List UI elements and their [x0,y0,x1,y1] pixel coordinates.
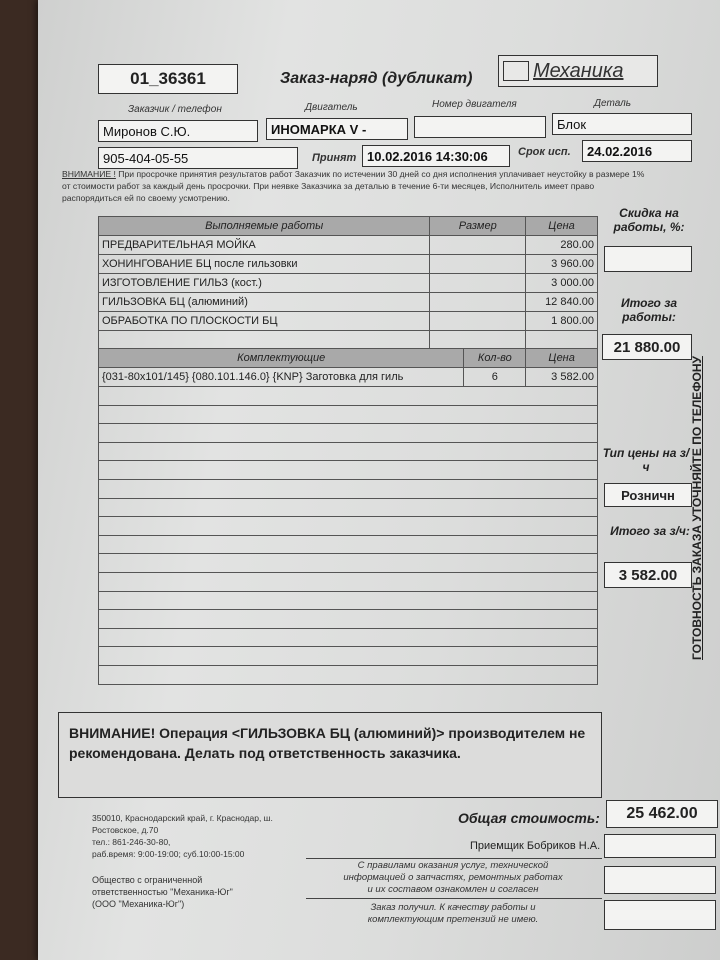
work-name: ХОНИНГОВАНИЕ БЦ после гильзовки [99,255,430,274]
engine-number-field [414,116,546,138]
parts-header-price: Цена [526,349,598,368]
accepted-value: 10.02.2016 14:30:06 [367,149,488,164]
agreement-signature-box [604,866,716,894]
part-name: {031-80x101/145} {080.101.146.0} {KNP} Заготовка для гиль [99,368,464,387]
logo-icon [503,61,529,81]
agreement-line-rule [306,898,602,899]
total-field [606,800,718,828]
work-size [430,293,526,312]
price-type-value: Розничн [621,487,675,503]
work-size [430,255,526,274]
address-line: раб.время: 9:00-19:00; суб.10:00-15:00 [92,849,245,859]
part-value: Блок [557,117,587,132]
deadline-value: 24.02.2016 [587,144,653,159]
work-size [430,312,526,331]
warning-body: При просрочке принятия результатов работ Заказчик по истечении 30 дней со дня исполнения уплачивает неустойку в размере 1% от стоимости работ за каждый день просрочки. При неявке Заказчика за деталью в течение 6-ти месяцев, Исполнитель имеет право распорядиться ей по своему усмотрению. [62,169,645,203]
total-label: Общая стоимость: [458,810,600,826]
works-total-value: 21 880.00 [613,338,681,356]
total-value: 25 462.00 [626,805,698,822]
parts-header-qty: Кол-во [464,349,526,368]
order-number-box [98,64,238,94]
discount-label: Скидка на работы, %: [613,206,685,234]
phone-value: 905-404-05-55 [103,151,189,166]
parts-total-field [604,562,692,588]
address-line: Ростовское, д.70 [92,825,159,835]
price-type-field [604,483,692,507]
deadline-field [582,140,692,162]
table-row [99,255,598,274]
part-label: Деталь [594,98,632,109]
customer-field [98,120,258,142]
warning-text [62,168,652,204]
work-price: 3 000.00 [526,274,598,293]
table-row [99,236,598,255]
engine-value: ИНОМАРКА V - [271,122,367,137]
receiver-line [306,858,602,859]
works-header-name: Выполняемые работы [99,217,430,236]
agreement-line: С правилами оказания услуг, технической [357,860,549,871]
address-line: тел.: 861-246-30-80, [92,837,171,847]
order-number: 01_36361 [130,69,206,88]
work-size [430,274,526,293]
table-row [99,293,598,312]
work-name: ОБРАБОТКА ПО ПЛОСКОСТИ БЦ [99,312,430,331]
table-row [99,368,598,387]
agreement-line: информацией о запчастях, ремонтных работах [343,872,563,883]
customer-value: Миронов С.Ю. [103,124,191,139]
work-price: 3 960.00 [526,255,598,274]
vertical-notice: ГОТОВНОСТЬ ЗАКАЗА УТОЧНЯЙТЕ ПО ТЕЛЕФОНУ [690,356,704,660]
works-total-field [602,334,692,360]
empty-table-frame [98,386,598,684]
price-type-label: Тип цены на з/ч [602,446,690,474]
address-line: 350010, Краснодарский край, г. Краснодар, ш. [92,813,273,823]
parts-header-name: Комплектующие [99,349,464,368]
company-address [92,812,273,860]
accepted-field [362,145,510,167]
works-header-size: Размер [430,217,526,236]
document-title: Заказ-наряд (дубликат) [280,70,473,87]
received-line: Заказ получил. К качеству работы и [370,902,536,913]
table-row [99,331,598,350]
agreement-line: и их составом ознакомлен и согласен [367,884,539,895]
company-line: (ООО "Механика-Юг") [92,899,185,909]
company-logo [498,55,658,87]
parts-total-label: Итого за з/ч: [610,524,690,538]
table-row [99,274,598,293]
received-text [306,902,600,926]
work-name: ИЗГОТОВЛЕНИЕ ГИЛЬЗ (кост.) [99,274,430,293]
works-total-label: Итого за работы: [620,296,678,324]
attention-box: ВНИМАНИЕ! Операция <ГИЛЬЗОВКА БЦ (алюминий)> производителем не рекомендована. Делать под ответственность заказчика. [58,712,602,798]
company-line: ответственностью "Механика-Юг" [92,887,233,897]
agreement-text [306,860,600,896]
phone-field [98,147,298,169]
deadline-label: Срок исп. [518,146,571,158]
part-price: 3 582.00 [526,368,598,387]
company-name [92,874,233,910]
parts-total-value: 3 582.00 [618,566,678,584]
accepted-label: Принят [312,152,357,164]
work-size [430,236,526,255]
receiver-signature-box [604,834,716,858]
company-line: Общество с ограниченной [92,875,203,885]
warning-head: ВНИМАНИЕ ! [62,169,116,179]
empty-table-row [98,684,598,685]
received-signature-box [604,900,716,930]
work-price: 280.00 [526,236,598,255]
discount-field [604,246,692,272]
logo-text: Механика [533,59,624,82]
engine-field [266,118,408,140]
works-table [98,216,598,350]
parts-table [98,348,598,387]
engine-number-label: Номер двигателя [432,99,517,110]
work-price: 1 800.00 [526,312,598,331]
received-line: комплектующим претензий не имею. [367,914,539,925]
part-qty: 6 [464,368,526,387]
engine-label: Двигатель [305,102,358,113]
receiver-name: Приемщик Бобриков Н.А. [470,840,601,852]
table-row [99,312,598,331]
work-name: ГИЛЬЗОВКА БЦ (алюминий) [99,293,430,312]
part-field [552,113,692,135]
work-name: ПРЕДВАРИТЕЛЬНАЯ МОЙКА [99,236,430,255]
customer-phone-label: Заказчик / телефон [128,104,222,115]
works-header-price: Цена [526,217,598,236]
work-price: 12 840.00 [526,293,598,312]
